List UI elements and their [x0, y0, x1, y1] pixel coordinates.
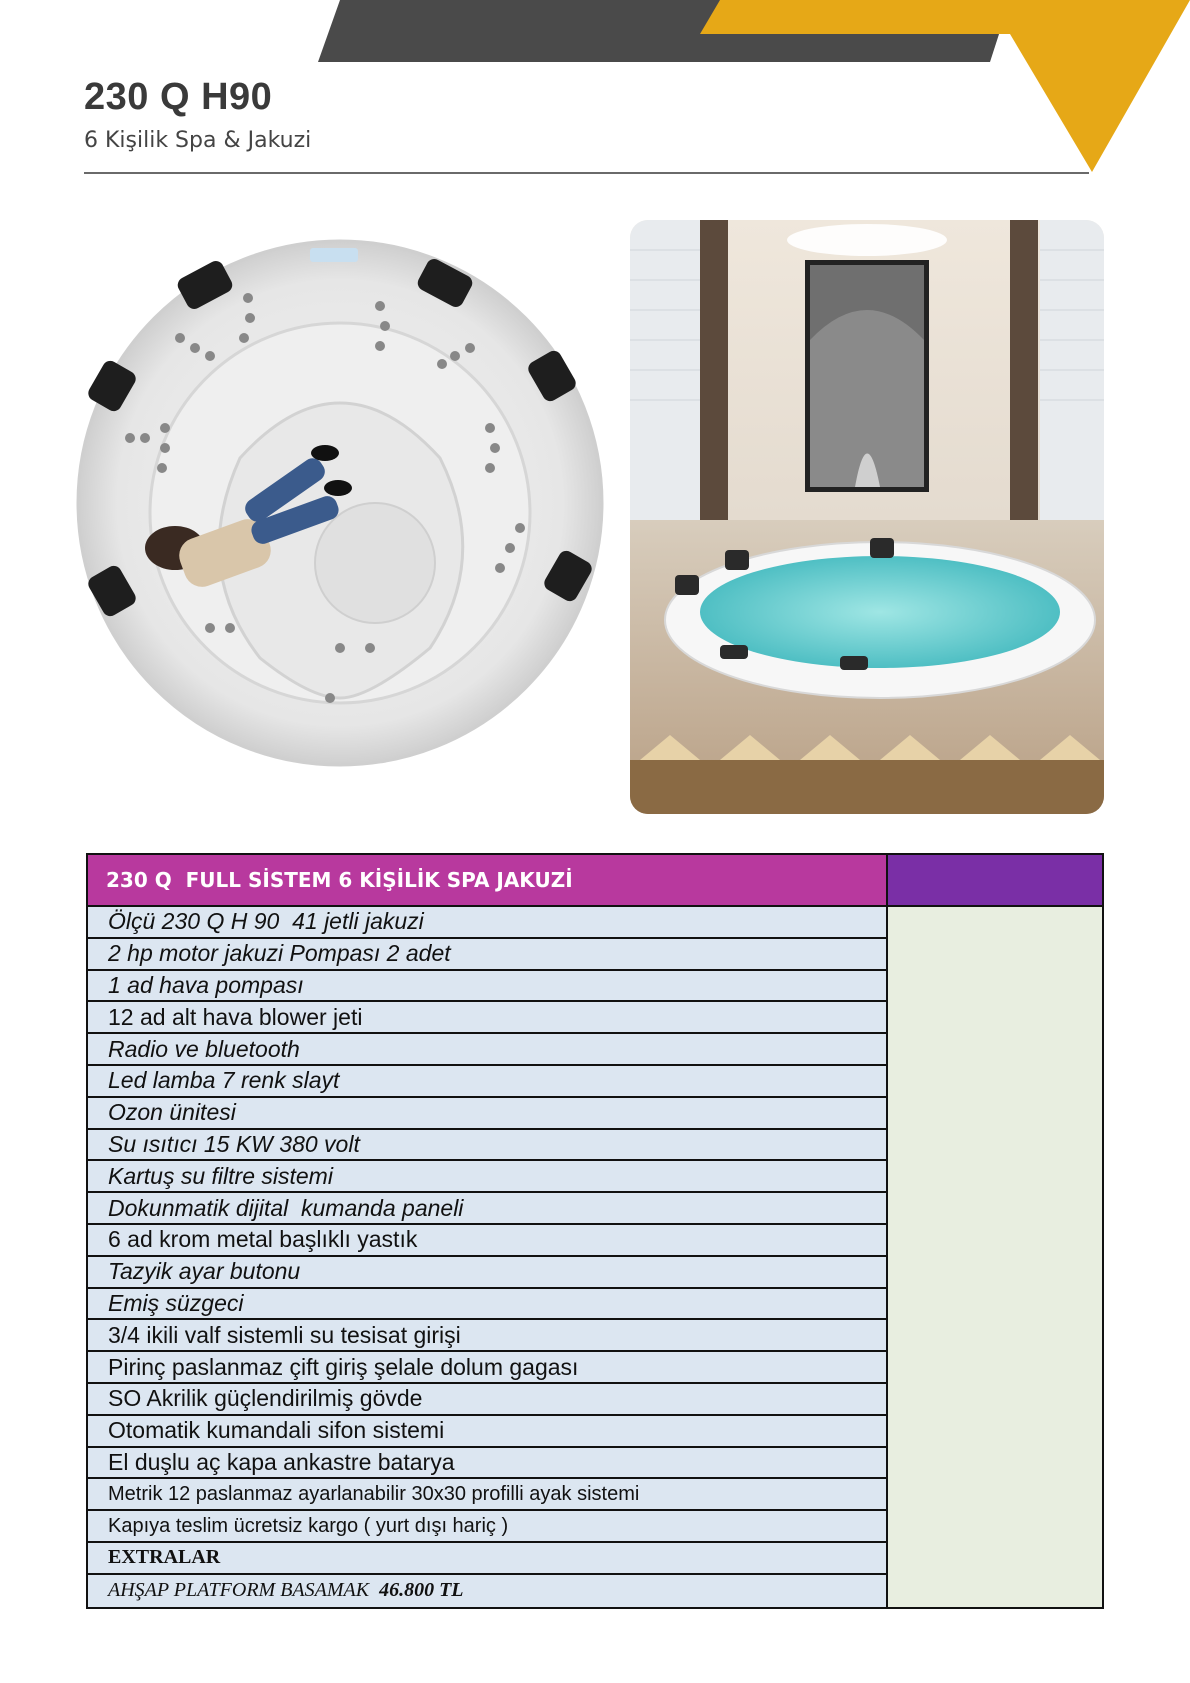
header-divider	[84, 172, 1089, 174]
page-title: 230 Q H90	[84, 76, 273, 118]
jacuzzi-top-view-image	[70, 228, 610, 768]
spec-row: 6 ad krom metal başlıklı yastık	[88, 1225, 886, 1257]
extra-item-label: AHŞAP PLATFORM BASAMAK	[108, 1579, 370, 1602]
extra-item-row	[88, 1575, 886, 1607]
page-subtitle: 6 Kişilik Spa & Jakuzi	[84, 128, 312, 153]
spec-row: 12 ad alt hava blower jeti	[88, 1002, 886, 1034]
spec-table-header-right	[888, 855, 1102, 905]
spec-table	[86, 853, 1104, 1609]
spec-table-title: 230 Q FULL SİSTEM 6 KİŞİLİK SPA JAKUZİ	[88, 855, 888, 905]
spec-row: El duşlu aç kapa ankastre batarya	[88, 1448, 886, 1480]
spec-row: Metrik 12 paslanmaz ayarlanabilir 30x30 profilli ayak sistemi	[88, 1479, 886, 1511]
spec-row: Radio ve bluetooth	[88, 1034, 886, 1066]
spec-row: 2 hp motor jakuzi Pompası 2 adet	[88, 939, 886, 971]
extra-item-price: 46.800 TL	[379, 1579, 464, 1602]
spec-row: Emiş süzgeci	[88, 1289, 886, 1321]
spec-row: 1 ad hava pompası	[88, 971, 886, 1003]
spec-row: Pirinç paslanmaz çift giriş şelale dolum gagası	[88, 1352, 886, 1384]
spec-table-header	[88, 855, 1102, 907]
spec-row: SO Akrilik güçlendirilmiş gövde	[88, 1384, 886, 1416]
spec-row: Ölçü 230 Q H 90 41 jetli jakuzi	[88, 907, 886, 939]
extras-heading: EXTRALAR	[88, 1543, 886, 1575]
spec-row: Kapıya teslim ücretsiz kargo ( yurt dışı hariç )	[88, 1511, 886, 1543]
spec-row: Led lamba 7 renk slayt	[88, 1066, 886, 1098]
spec-list	[88, 907, 888, 1607]
spec-row: Otomatik kumandali sifon sistemi	[88, 1416, 886, 1448]
spec-row: Tazyik ayar butonu	[88, 1257, 886, 1289]
spec-row: Kartuş su filtre sistemi	[88, 1161, 886, 1193]
spec-row: Dokunmatik dijital kumanda paneli	[88, 1193, 886, 1225]
spec-row: Ozon ünitesi	[88, 1098, 886, 1130]
gold-band	[700, 0, 1190, 172]
spec-row: Su ısıtıcı 15 KW 380 volt	[88, 1130, 886, 1162]
jacuzzi-room-image	[630, 220, 1104, 814]
spec-blank-column	[888, 907, 1102, 1607]
spec-row: 3/4 ikili valf sistemli su tesisat girişi	[88, 1320, 886, 1352]
